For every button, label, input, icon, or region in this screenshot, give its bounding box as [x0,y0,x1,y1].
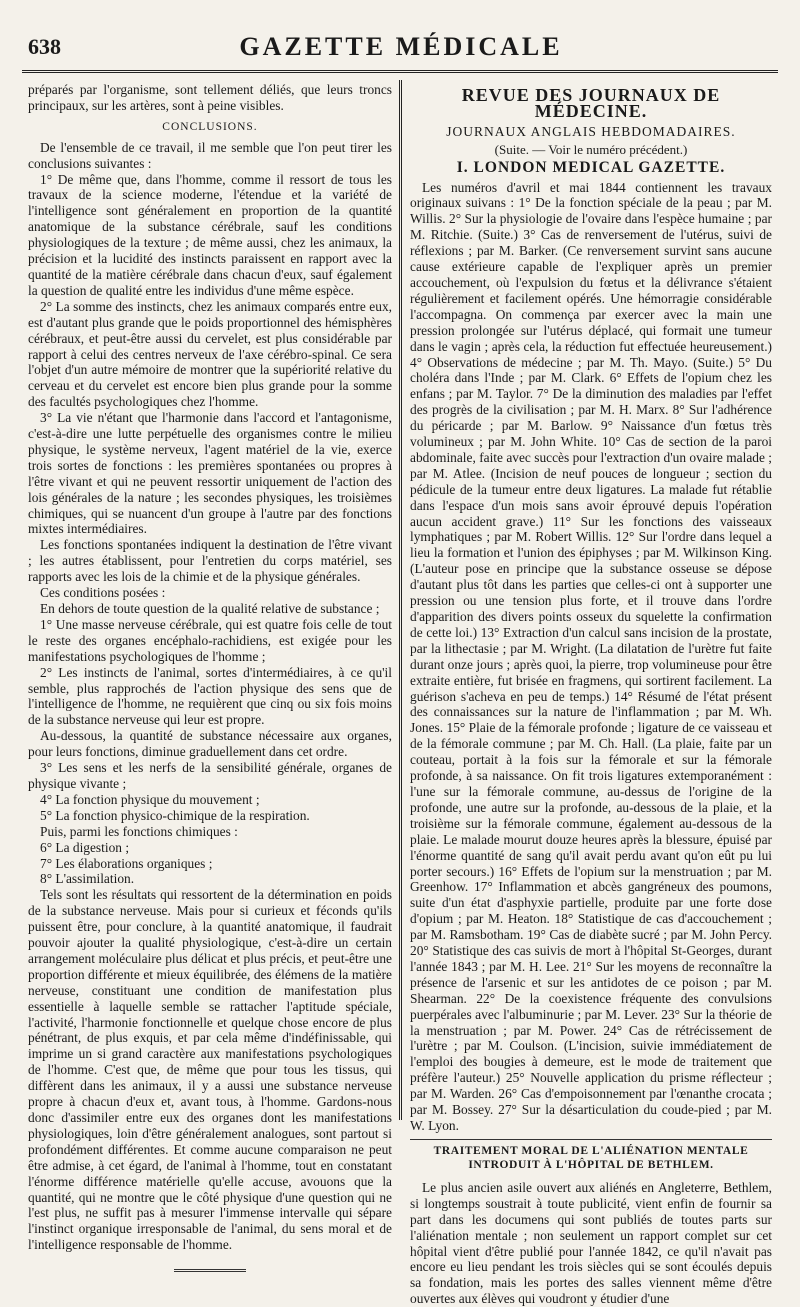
subsection-title: JOURNAUX ANGLAIS HEBDOMADAIRES. [446,123,736,139]
paragraph: Le plus ancien asile ouvert aux aliénés en Angleterre, Bethlem, si longtemps soustrait à toute publicité, vient enfin de fournir sa part dans les documens qui sont publiés de toutes parts sur l'aliénation mentale ; non seulement un rapport complet sur cet hôpital vient d'être publié pour l'année 1842, ce qu'il n'avait pas encore eu lieu pendant les trois siècles qui se sont écoulés depuis sa fondation, mais les portes des salles viennent même d'être ouvertes aux élèves qui voudront y étudier d'une [410,1179,772,1307]
right-column [410,82,772,1307]
list-item: Puis, parmi les fonctions chimiques : [40,823,238,839]
column-divider [399,80,402,1120]
journal-masthead: GAZETTE MÉDICALE [239,32,563,61]
header-rule [22,70,778,73]
paragraph: 2° La somme des instincts, chez les animaux comparés entre eux, est d'autant plus grande que le poids proportionnel des hémisphères cérébraux, et peut-être aussi du cervelet, est plus considérable par rapport à celui des centres nerveux de l'axe cérébro-spinal. Ce sera l'objet d'un autre mémoire de montrer que la supériorité relative du cerveau et du cervelet est encore bien plus grande pour la somme des facultés psychologiques chez l'homme. [28,298,392,410]
paragraph: Les numéros d'avril et mai 1844 contiennent les travaux originaux suivans : 1° De la fonction spéciale de la peau ; par M. Willis. 2° Sur la physiologie de l'ovaire dans l'espèce humaine ; par M. Ritchie. (Suite.) 3° Cas de renversement de l'utérus, suivi de réflexions ; par M. Barker. (Ce renversement survint sans aucune cause extérieure capable de l'expliquer après un premier accouchement, où l'expulsion du fœtus et la délivrance s'étaient régulièrement et facilement opérés. Une hémorragie considérable l'accompagna. On commença par exercer avec la main une pression prolongée sur l'utérus déplacé, qui formait une tumeur dans le vagin ; après cela, la réduction fut effectuée heureusement.) 4° Observations de médecine ; par M. Th. Mayo. (Suite.) 5° Du choléra dans l'Inde ; par M. Clark. 6° Effets de l'opium chez les enfans ; par M. Taylor. 7° De la diminution des maladies par l'effet des progrès de la civilisation ; par M. H. Marx. 8° Sur l'adhérence du péricarde ; par M. Barlow. 9° Naissance d'un fœtus très volumineux ; par M. John White. 10° Cas de section de la paroi abdominale, faite avec succès pour l'extraction d'un ovaire malade ; par M. Atlee. (Incision de neuf pouces de longueur ; section du pédicule de la tumeur entre deux ligatures. La malade fut rétablie dans l'espace d'un mois sans avoir éprouvé depuis l'opération aucun accident grave.) 11° Sur les fonctions des vaisseaux lymphatiques ; par M. Robert Willis. 12° Sur l'ordre dans lequel a lieu la formation et l'union des épiphyses ; par M. Wilkinson King. (L'auteur pose en principe que la substance osseuse se dépose d'autant plus tôt dans les parties que celles-ci ont à supporter une pression ou une tension plus forte, et il trouve dans l'ordre d'apparition des divers points osseux du squelette la confirmation de cette loi.) 13° Extraction d'un calcul sans incision de la prostate, par la lithectasie ; par M. Wright. (La dilatation de l'urètre fut faite durant onze jours ; après quoi, la pierre, trop volumineuse pour être extraite entière, fut brisée en fragmens, qui sortirent facilement. La guérison s'acheva en peu de temps.) 14° Résumé de l'état présent des connaissances sur la nature de l'inflammation ; par M. Wh. Jones. 15° Plaie de la fémorale profonde ; ligature de ce vaisseau et de la fémorale commune ; par M. Ch. Hall. (La plaie, faite par un couteau, portait à la fois sur la fémorale et sur la fémorale profonde, à sa naissance. On fit trois ligatures extemporanément : l'une sur la fémorale commune, au-dessus de l'origine de la profonde, une autre sur la profonde, au-dessous de la plaie, et la troisième sur la fémorale commune, également au-dessous de la plaie. Le malade mourut douze heures après la blessure, épuisé par l'énorme quantité de sang qu'il avait perdu avant qu'on eût pu lui porter secours.) 16° Effets de l'opium sur la menstruation ; par M. Greenhow. 17° Inflammation et abcès gangréneux des poumons, suite d'un état d'asphyxie partielle, produite par une forte dose d'opium ; par M. Heaton. 18° Statistique de cas d'accouchement ; par M. Ramsbotham. 19° Cas de diabète sucré ; par M. John Percy. 20° Statistique des cas suivis de mort à l'hôpital St-Georges, durant l'année 1843 ; par M. H. Lee. 21° Sur les moyens de reconnaître la présence de l'arsenic et sur les antidotes de ce poison ; par M. Shearman. 22° De la coexistence fréquente des convulsions puerpérales avec l'albuminurie ; par M. Lever. 23° Sur la théorie de la menstruation ; par M. Power. 24° Cas de rétrécissement de l'urètre ; par M. Coulson. (L'incision, suivie immédiatement de l'emploi des bougies à demeure, est le mode de traitement que préfère l'auteur.) 25° Nouvelle application du prisme réflecteur ; par M. Warden. 26° Cas d'empoisonnement par l'œnanthe crocata ; par M. Bossey. 27° Sur la désarticulation du coude-pied ; par M. W. Lyon. [410,179,772,1133]
section-title: REVUE DES JOURNAUX DE MÉDECINE. [461,85,721,121]
paragraph: préparés par l'organisme, sont tellement déliés, que leurs troncs principaux, sur les artères, sont à peine visibles. [28,82,392,113]
journal-title: I. LONDON MEDICAL GAZETTE. [456,158,726,176]
section-heading: CONCLUSIONS. [162,120,258,133]
list-item: 4° La fonction physique du mouvement ; [40,791,260,807]
paragraph: 1° Une masse nerveuse cérébrale, qui est quatre fois celle de tout le reste des organes encéphalo-rachidiens, est exigée pour les manifestations psychologiques de l'homme ; [28,616,392,664]
end-rule [174,1269,246,1272]
paragraph: 3° Les sens et les nerfs de la sensibilité générale, organes de physique vivante ; [28,760,392,791]
page-header [28,28,774,68]
paragraph: Les fonctions spontanées indiquent la destination de l'être vivant ; les autres établissent, pour l'entretien du corps matériel, ses rapports avec les lois de la chimie et de la physique générales. [28,537,392,585]
left-column [28,82,392,1253]
paragraph: Tels sont les résultats qui ressortent de la détermination en poids de la substance nerveuse. Mais pour si curieux et féconds qu'ils puissent être, pour conclure, à la quantité anatomique, il faudrait pouvoir ajouter la qualité physiologique, c'est-à-dire un certain arrangement moléculaire plus délicat et plus précis, et peut-être une proportion différente et mieux équilibrée, des élémens de la matière nerveuse, constituant une condition de manifestation plus essentielle à laquelle semble se rattacher l'aptitude spéciale, l'activité, l'harmonie fonctionnelle et quelque chose encore de plus pénétrant, de plus exquis, et par cela même d'indéfinissable, qui imprime un si grand caractère aux manifestations psychologiques de l'homme. C'est que, de même que pour tous les tissus, qui diffèrent dans les animaux, il y a aussi une substance nerveuse propre à chacun d'eux et, avant tous, à l'homme. Gardons-nous donc d'assimiler entre eux des organes dont les manifestations physiologiques, loin d'être généralement analogues, sont partout si profondément différentes. Et comme aucune comparaison ne peut être admise, à cet égard, de l'animal à l'homme, tout en constatant l'énorme différence matérielle qu'elle accuse, avouons que la quantité, qui ne montre que le côté physique d'une question qui ne l'est plus, ne suffit pas à mesurer l'immense intervalle qui sépare l'instinct organique irresponsable de l'animal, du sens moral et de l'intelligence responsable de l'homme. [28,887,392,1253]
paragraph: Ces conditions posées : [40,585,166,601]
suite-note: (Suite. — Voir le numéro précédent.) [494,141,688,157]
paragraph: 1° De même que, dans l'homme, comme il ressort de tous les travaux de la science moderne, l'étendue et la variété de l'intelligence sont généralement en proportion de la quantité anatomique de la substance cérébrale, sauf les conditions physiologiques de la texture ; de même aussi, chez les animaux, la précision et la lucidité des instincts paraissent en rapport avec la quantité de la matière cérébrale dans chacun d'eux, sauf également la question de qualité entre les individus d'une même espèce. [28,171,392,298]
article-separator [410,1139,772,1140]
list-item: 6° La digestion ; [40,839,130,855]
paragraph: En dehors de toute question de la qualité relative de substance ; [40,601,380,616]
paragraph: 3° La vie n'étant que l'harmonie dans l'accord et l'antagonisme, c'est-à-dire une lutte perpétuelle des organismes contre le milieu physique, le système nerveux, l'agent matériel de la vie, exerce trois sortes de fonctions : les premières spontanées ou propres à l'être vivant et qui ne peuvent ressortir uniquement de l'action des lois générales de la nature ; les secondes physiques, les troisièmes chimiques, qui se nuancent d'un groupe à l'autre par des fonctions mixtes intermédiaires. [28,410,392,537]
paragraph: De l'ensemble de ce travail, il me semble que l'on peut tirer les conclusions suivantes : [28,139,392,171]
paragraph: Au-dessous, la quantité de substance nécessaire aux organes, pour leurs fonctions, diminue graduellement dans cet ordre. [28,728,392,760]
page-number: 638 [28,34,61,59]
list-item: 7° Les élaborations organiques ; [40,855,213,871]
paragraph: 2° Les instincts de l'animal, sortes d'intermédiaires, à ce qu'il semble, plus rapprochés de l'action physique des sens que de l'intelligence de l'homme, ne requièrent que cinq ou six fois moins de la substance nerveuse qui leur est propre. [28,664,392,728]
list-item: 5° La fonction physico-chimique de la respiration. [40,807,310,823]
list-item: 8° L'assimilation. [40,871,135,887]
article-title: TRAITEMENT MORAL DE L'ALIÉNATION MENTALE INTRODUIT À L'HÔPITAL DE BETHLEM. [433,1144,749,1171]
